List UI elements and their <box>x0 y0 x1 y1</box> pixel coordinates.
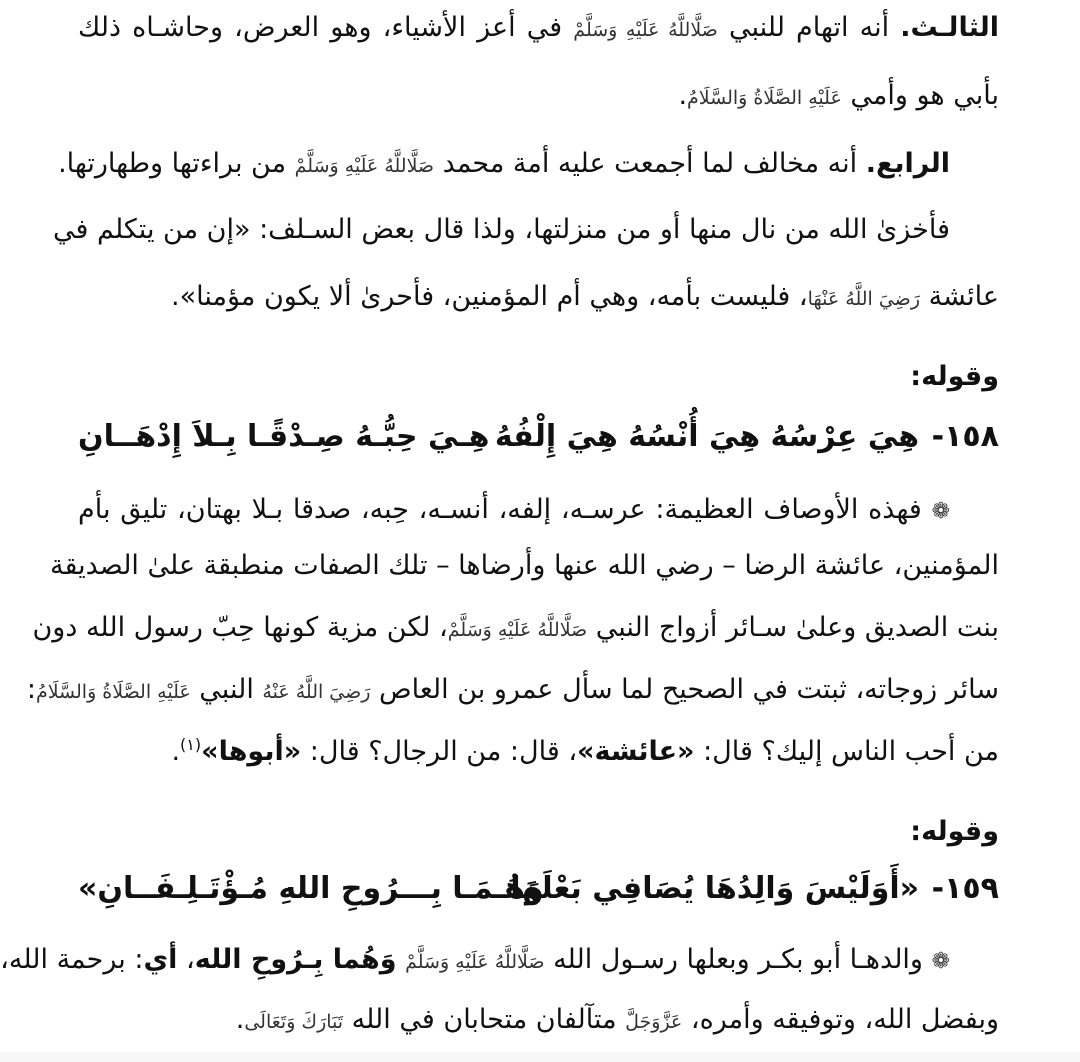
text-line <box>78 732 999 774</box>
honorific: صَلَّاللَّهُ عَلَيْهِ وَسَلَّمْ <box>447 619 588 641</box>
flower-icon: ❁ <box>931 499 950 524</box>
verse-hemistich-first: هِيَ عِرْسُهُ هِيَ أُنْسُهُ هِيَ إِلْفُهُ <box>494 419 919 454</box>
verse-hemistich-second: وَهُـمَـا بِـــرُوحِ اللهِ مُـؤْتَـلِـفَــانِ» <box>78 871 544 906</box>
verse-number: ١٥٩- <box>931 871 999 906</box>
section-heading: وقوله: <box>910 816 999 847</box>
honorific: صَلَّاللَّهُ عَلَيْهِ وَسَلَّمْ <box>405 951 545 973</box>
text-run: سائر زوجاته، ثبتت في الصحيح لما سأل عمرو بن العاص <box>370 674 999 705</box>
text-line: فأخزىٰ الله من نال منها أو من منزلتها، ولذا قال بعض السـلف: «إن من يتكلم في <box>53 214 950 245</box>
honorific: عَزَّوَجَلَّ <box>625 1011 683 1033</box>
bold-phrase: أي <box>143 944 178 975</box>
verse-hemistich-first: «أَوَلَيْسَ وَالِدُهَا يُصَافِي بَعْلَهَا <box>510 871 919 906</box>
text-run: عائشة <box>920 281 999 312</box>
verse-158 <box>78 414 999 462</box>
honorific: صَلَّاللَّهُ عَلَيْهِ وَسَلَّمْ <box>573 19 718 41</box>
text-run <box>397 944 406 975</box>
text-line <box>78 1000 999 1042</box>
text-line <box>78 8 999 50</box>
text-line <box>26 670 999 712</box>
text-run: ، لكن مزية كونها حِبّ رسول الله دون <box>32 612 448 643</box>
text-run: : برحمة الله، <box>0 944 144 975</box>
text-run: ، فليست بأمه، وهي أم المؤمنين، فأحرىٰ ألا يكون مؤمنا». <box>171 281 808 312</box>
text-run: وبفضل الله، وتوفيقه وأمره، <box>682 1004 999 1035</box>
text-run: النبي <box>190 674 263 705</box>
text-run: . <box>235 1004 245 1035</box>
quoted-answer: «عائشة» <box>577 736 695 767</box>
page-bottom-edge <box>0 1052 1080 1062</box>
text-run: في أعز الأشياء، وهو العرض، وحاشـاه ذلك <box>78 12 574 43</box>
verse-159 <box>78 866 999 914</box>
text-line <box>32 608 999 650</box>
honorific: عَلَيْهِ الصَّلَاةُ وَالسَّلَامُ <box>687 87 842 109</box>
bold-phrase: وَهُما بِـرُوحِ الله <box>194 944 397 975</box>
honorific: رَضِيَ اللَّهُ عَنْهَا <box>807 288 920 310</box>
honorific: عَلَيْهِ الصَّلَاةُ وَالسَّلَامُ <box>35 681 191 703</box>
text-run: بنت الصديق وعلىٰ سـائر أزواج النبي <box>587 612 999 643</box>
honorific: تَبَارَكَ وَتَعَالَى <box>244 1011 344 1033</box>
text-run: أنه مخالف لما أجمعت عليه أمة محمد <box>434 148 866 179</box>
bold-lead: الثالـث. <box>900 12 999 43</box>
text-line <box>58 144 950 186</box>
bold-lead: الرابع. <box>865 148 950 179</box>
text-run: ، <box>177 944 195 975</box>
quoted-answer: «أبوها» <box>201 736 302 767</box>
honorific: رَضِيَ اللَّهُ عَنْهُ <box>262 681 371 703</box>
text-run: . <box>678 80 688 111</box>
footnote-marker: (١) <box>180 735 202 754</box>
text-run: أنه اتهام للنبي <box>717 12 901 43</box>
text-run: والدهـا أبو بكـر وبعلها رسـول الله <box>544 944 932 975</box>
verse-number: ١٥٨- <box>931 419 999 454</box>
text-run: من أحب الناس إليك؟ قال: <box>694 736 999 767</box>
text-run: من براءتها وطهارتها. <box>58 148 295 179</box>
text-run: : <box>26 674 36 705</box>
text-line <box>78 277 999 319</box>
section-heading: وقوله: <box>910 361 999 392</box>
text-run: متآلفان متحابان في الله <box>343 1004 626 1035</box>
text-run: . <box>171 736 181 767</box>
text-line: المؤمنين، عائشة الرضا – رضي الله عنها وأرضاها – تلك الصفات منطبقة علىٰ الصديقة <box>49 550 999 581</box>
text-line <box>78 76 999 118</box>
text-run: ، قال: من الرجال؟ قال: <box>301 736 578 767</box>
flower-icon: ❁ <box>931 949 950 974</box>
verse-hemistich-second: هِـيَ حِبُّـهُ صِـدْقًـا بِـلاَ إِدْهَــانِ <box>78 419 490 454</box>
text-line <box>78 490 950 532</box>
text-run: فهذه الأوصاف العظيمة: عرسـه، إلفه، أنسـه، حِبه، صدقا بـلا بهتان، تليق بأم <box>78 494 932 525</box>
text-run: بأبي هو وأمي <box>841 80 999 111</box>
text-line <box>0 940 950 982</box>
honorific: صَلَّاللَّهُ عَلَيْهِ وَسَلَّمْ <box>294 155 435 177</box>
